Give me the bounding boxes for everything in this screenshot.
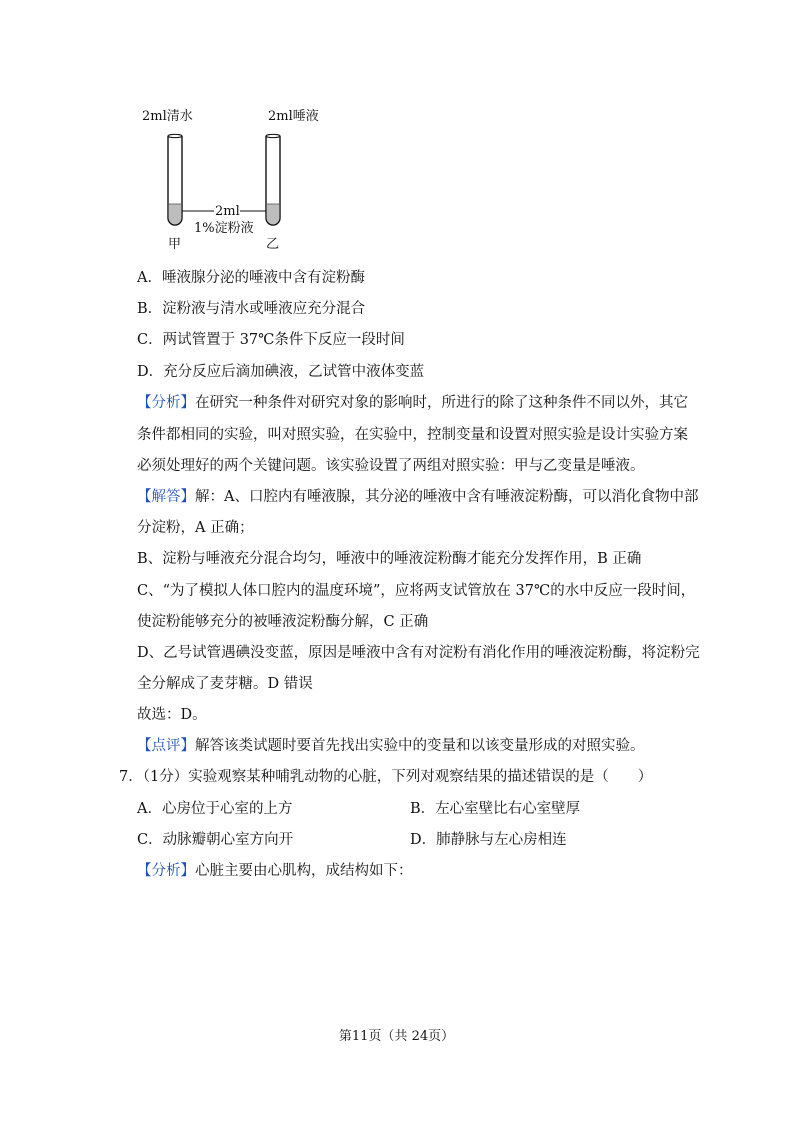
left-test-tube — [168, 134, 182, 225]
q6-option-c: C．两试管置于 37℃条件下反应一段时间 — [137, 332, 405, 348]
page-footer: 第11页（共 24页） — [338, 1029, 455, 1044]
q7-analysis — [137, 861, 413, 881]
answer-tag: 【解答】 — [137, 489, 195, 505]
q7-option-d: D．肺静脉与左心房相连 — [410, 832, 567, 848]
analysis-text: 在研究一种条件对研究对象的影响时，所进行的除了这种条件不同以外，其它 — [195, 395, 688, 411]
q7-analysis-tag: 【分析】 — [137, 863, 195, 879]
q6-answer-line7: 全分解成了麦芽糖。D 错误 — [137, 676, 313, 692]
volume-label: 2ml — [215, 204, 240, 219]
q6-analysis-line1 — [137, 393, 688, 413]
tube-jia-label: 甲 — [168, 237, 182, 252]
test-tube-diagram — [130, 100, 330, 260]
q6-answer-line8: 故选：D。 — [137, 707, 207, 723]
starch-solution-label: 1%淀粉液 — [194, 221, 254, 236]
analysis-tag: 【分析】 — [137, 395, 195, 411]
q6-answer-line4: C、“为了模拟人体口腔内的温度环境”，应将两支试管放在 37℃的水中反应一段时间， — [137, 583, 696, 599]
q6-option-a: A．唾液腺分泌的唾液中含有淀粉酶 — [137, 270, 365, 286]
q6-option-d: D．充分反应后滴加碘液，乙试管中液体变蓝 — [137, 364, 425, 380]
right-test-tube — [266, 134, 280, 225]
q6-analysis-line2: 条件都相同的实验，叫对照实验，在实验中，控制变量和设置对照实验是设计实验方案 — [137, 427, 688, 443]
q6-option-b: B．淀粉液与清水或唾液应充分混合 — [137, 301, 366, 317]
tube-yi-label: 乙 — [266, 237, 280, 252]
q7-option-c: C．动脉瓣朝心室方向开 — [137, 832, 294, 848]
answer-text: 解：A、口腔内有唾液腺，其分泌的唾液中含有唾液淀粉酶，可以消化食物中部 — [195, 489, 699, 505]
q6-answer-line5: 使淀粉能够充分的被唾液淀粉酶分解，C 正确 — [137, 614, 429, 630]
q6-answer-line2: 分淀粉，A 正确； — [137, 520, 254, 536]
q6-answer-line3: B、淀粉与唾液充分混合均匀，唾液中的唾液淀粉酶才能充分发挥作用，B 正确 — [137, 551, 642, 567]
q7-option-b: B．左心室壁比右心室壁厚 — [410, 801, 581, 817]
comment-text: 解答该类试题时要首先找出实验中的变量和以该变量形成的对照实验。 — [195, 738, 645, 754]
q7-option-a: A．心房位于心室的上方 — [137, 801, 293, 817]
right-tube-label: 2ml唾液 — [268, 109, 319, 124]
q6-answer-line1 — [137, 487, 698, 507]
q6-comment — [137, 736, 645, 756]
q7-analysis-text: 心脏主要由心肌构，成结构如下： — [195, 863, 413, 879]
q6-analysis-line3: 必须处理好的两个关键问题。该实验设置了两组对照实验：甲与乙变量是唾液。 — [137, 458, 645, 474]
q6-answer-line6: D、乙号试管遇碘没变蓝，原因是唾液中含有对淀粉有消化作用的唾液淀粉酶，将淀粉完 — [137, 645, 700, 661]
left-tube-label: 2ml清水 — [142, 109, 193, 124]
q7-stem: 7．（1分）实验观察某种哺乳动物的心脏，下列对观察结果的描述错误的是（ ） — [119, 769, 653, 785]
comment-tag: 【点评】 — [137, 738, 195, 754]
